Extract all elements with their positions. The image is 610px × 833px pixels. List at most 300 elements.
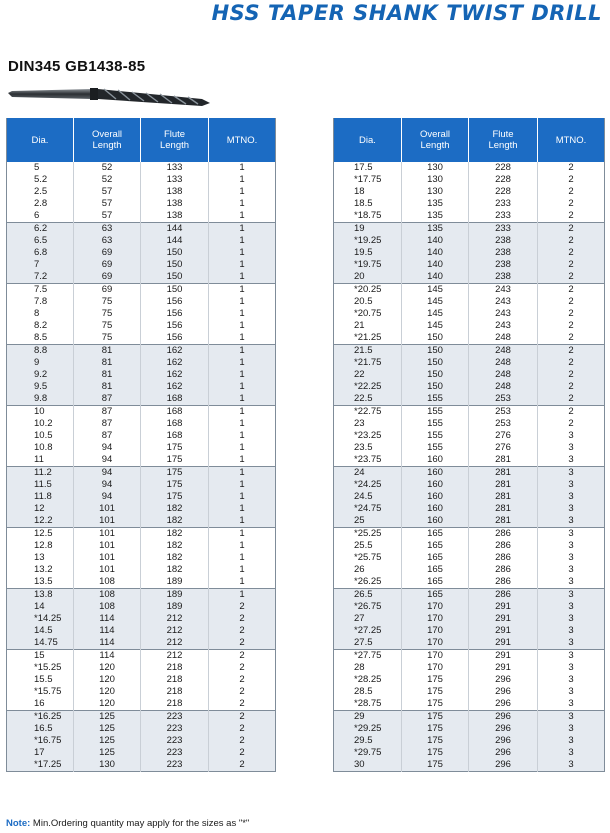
- cell-dia: *27.75: [334, 650, 402, 663]
- table-row: [7, 393, 276, 406]
- cell-flute-length: 286: [469, 540, 538, 552]
- cell-flute-length: 168: [141, 430, 209, 442]
- cell-overall-length: 75: [74, 332, 141, 345]
- cell-overall-length: 94: [74, 491, 141, 503]
- table-row: [334, 271, 605, 284]
- cell-mtno: 1: [209, 308, 276, 320]
- cell-dia: 9.5: [7, 381, 74, 393]
- page-title: HSS TAPER SHANK TWIST DRILL: [211, 1, 602, 25]
- cell-overall-length: 108: [74, 576, 141, 589]
- table-row: [7, 467, 276, 480]
- cell-dia: *26.25: [334, 576, 402, 589]
- table-row: [334, 174, 605, 186]
- cell-dia: 16.5: [7, 723, 74, 735]
- cell-flute-length: 182: [141, 528, 209, 541]
- cell-dia: 10: [7, 406, 74, 419]
- cell-dia: 6.5: [7, 235, 74, 247]
- table-row: [7, 650, 276, 663]
- cell-flute-length: 276: [469, 430, 538, 442]
- cell-overall-length: 75: [74, 320, 141, 332]
- cell-overall-length: 135: [402, 198, 469, 210]
- cell-overall-length: 101: [74, 552, 141, 564]
- cell-mtno: 2: [538, 186, 605, 198]
- cell-mtno: 1: [209, 198, 276, 210]
- table-row: [334, 198, 605, 210]
- cell-flute-length: 133: [141, 174, 209, 186]
- table-row: [7, 540, 276, 552]
- cell-overall-length: 87: [74, 393, 141, 406]
- cell-mtno: 2: [538, 174, 605, 186]
- cell-mtno: 1: [209, 564, 276, 576]
- cell-flute-length: 291: [469, 662, 538, 674]
- cell-mtno: 2: [209, 601, 276, 613]
- cell-flute-length: 138: [141, 186, 209, 198]
- cell-mtno: 1: [209, 442, 276, 454]
- table-row: [7, 369, 276, 381]
- table-row: [7, 601, 276, 613]
- table-row: [7, 698, 276, 711]
- cell-dia: 8.5: [7, 332, 74, 345]
- cell-dia: *21.25: [334, 332, 402, 345]
- table-row: [334, 674, 605, 686]
- table-row: [7, 271, 276, 284]
- cell-mtno: 3: [538, 674, 605, 686]
- cell-dia: 7.2: [7, 271, 74, 284]
- cell-flute-length: 156: [141, 320, 209, 332]
- cell-dia: 8.8: [7, 345, 74, 358]
- cell-mtno: 1: [209, 259, 276, 271]
- cell-overall-length: 140: [402, 259, 469, 271]
- table-row: [334, 637, 605, 650]
- cell-flute-length: 238: [469, 235, 538, 247]
- cell-dia: 18: [334, 186, 402, 198]
- cell-mtno: 3: [538, 613, 605, 625]
- cell-dia: *14.25: [7, 613, 74, 625]
- cell-flute-length: 133: [141, 162, 209, 174]
- cell-dia: *29.25: [334, 723, 402, 735]
- cell-mtno: 2: [538, 393, 605, 406]
- cell-mtno: 1: [209, 210, 276, 223]
- cell-overall-length: 150: [402, 357, 469, 369]
- cell-overall-length: 114: [74, 625, 141, 637]
- cell-overall-length: 160: [402, 491, 469, 503]
- cell-dia: 14.75: [7, 637, 74, 650]
- cell-flute-length: 286: [469, 589, 538, 602]
- cell-flute-length: 218: [141, 686, 209, 698]
- cell-overall-length: 160: [402, 515, 469, 528]
- cell-overall-length: 165: [402, 589, 469, 602]
- cell-flute-length: 281: [469, 491, 538, 503]
- cell-dia: *15.25: [7, 662, 74, 674]
- table-row: [7, 406, 276, 419]
- table-row: [7, 284, 276, 297]
- cell-mtno: 3: [538, 467, 605, 480]
- cell-overall-length: 101: [74, 564, 141, 576]
- cell-dia: *17.75: [334, 174, 402, 186]
- table-row: [334, 308, 605, 320]
- table-row: [334, 479, 605, 491]
- cell-mtno: 2: [209, 747, 276, 759]
- cell-flute-length: 175: [141, 491, 209, 503]
- cell-overall-length: 145: [402, 320, 469, 332]
- cell-dia: *28.75: [334, 698, 402, 711]
- table-row: [7, 759, 276, 772]
- cell-flute-length: 248: [469, 369, 538, 381]
- cell-overall-length: 81: [74, 357, 141, 369]
- col-flute-length: Flute Length: [469, 118, 538, 162]
- cell-flute-length: 223: [141, 759, 209, 772]
- cell-flute-length: 253: [469, 406, 538, 419]
- cell-overall-length: 155: [402, 430, 469, 442]
- cell-dia: 11: [7, 454, 74, 467]
- cell-overall-length: 170: [402, 613, 469, 625]
- cell-overall-length: 170: [402, 625, 469, 637]
- cell-flute-length: 243: [469, 320, 538, 332]
- cell-mtno: 1: [209, 467, 276, 480]
- footnote: [6, 818, 249, 829]
- cell-dia: 8.2: [7, 320, 74, 332]
- cell-dia: 5.2: [7, 174, 74, 186]
- table-row: [334, 235, 605, 247]
- cell-flute-length: 212: [141, 650, 209, 663]
- cell-dia: 13.2: [7, 564, 74, 576]
- cell-flute-length: 291: [469, 613, 538, 625]
- cell-dia: 5: [7, 162, 74, 174]
- table-row: [334, 576, 605, 589]
- table-header: [7, 118, 276, 162]
- table-row: [7, 662, 276, 674]
- table-row: [334, 247, 605, 259]
- cell-overall-length: 52: [74, 162, 141, 174]
- cell-dia: *26.75: [334, 601, 402, 613]
- cell-dia: *18.75: [334, 210, 402, 223]
- col-mtno: MTNO.: [538, 118, 605, 162]
- table-row: [7, 515, 276, 528]
- col-overall-length: Overall Length: [74, 118, 141, 162]
- cell-flute-length: 182: [141, 564, 209, 576]
- cell-overall-length: 170: [402, 650, 469, 663]
- table-row: [7, 235, 276, 247]
- cell-flute-length: 248: [469, 381, 538, 393]
- cell-dia: 7.5: [7, 284, 74, 297]
- cell-mtno: 3: [538, 723, 605, 735]
- cell-flute-length: 182: [141, 515, 209, 528]
- table-row: [334, 662, 605, 674]
- cell-mtno: 3: [538, 625, 605, 637]
- table-row: [334, 284, 605, 297]
- cell-mtno: 3: [538, 662, 605, 674]
- cell-dia: 11.2: [7, 467, 74, 480]
- cell-mtno: 1: [209, 381, 276, 393]
- cell-mtno: 2: [538, 332, 605, 345]
- table-row: [334, 686, 605, 698]
- table-row: [334, 186, 605, 198]
- cell-overall-length: 94: [74, 479, 141, 491]
- cell-flute-length: 281: [469, 503, 538, 515]
- cell-mtno: 3: [538, 430, 605, 442]
- cell-overall-length: 101: [74, 540, 141, 552]
- cell-mtno: 1: [209, 576, 276, 589]
- cell-mtno: 2: [209, 662, 276, 674]
- cell-mtno: 3: [538, 528, 605, 541]
- cell-mtno: 1: [209, 345, 276, 358]
- cell-flute-length: 162: [141, 345, 209, 358]
- cell-flute-length: 218: [141, 698, 209, 711]
- cell-mtno: 3: [538, 552, 605, 564]
- cell-dia: 23.5: [334, 442, 402, 454]
- cell-overall-length: 150: [402, 381, 469, 393]
- table-header: [334, 118, 605, 162]
- cell-overall-length: 120: [74, 674, 141, 686]
- table-row: [7, 479, 276, 491]
- table-row: [7, 747, 276, 759]
- table-row: [7, 711, 276, 724]
- cell-dia: *25.75: [334, 552, 402, 564]
- cell-overall-length: 150: [402, 345, 469, 358]
- cell-overall-length: 120: [74, 686, 141, 698]
- table-row: [334, 589, 605, 602]
- cell-flute-length: 253: [469, 418, 538, 430]
- table-row: [334, 759, 605, 772]
- cell-mtno: 3: [538, 576, 605, 589]
- cell-flute-length: 182: [141, 540, 209, 552]
- cell-dia: 8: [7, 308, 74, 320]
- cell-overall-length: 140: [402, 271, 469, 284]
- cell-mtno: 1: [209, 271, 276, 284]
- cell-mtno: 2: [209, 637, 276, 650]
- table-row: [7, 320, 276, 332]
- cell-overall-length: 165: [402, 564, 469, 576]
- cell-flute-length: 238: [469, 247, 538, 259]
- table-row: [334, 320, 605, 332]
- cell-overall-length: 175: [402, 747, 469, 759]
- cell-flute-length: 286: [469, 528, 538, 541]
- cell-dia: 22: [334, 369, 402, 381]
- cell-flute-length: 276: [469, 442, 538, 454]
- cell-dia: 16: [7, 698, 74, 711]
- cell-overall-length: 75: [74, 296, 141, 308]
- cell-overall-length: 87: [74, 406, 141, 419]
- table-row: [334, 162, 605, 174]
- cell-dia: 29: [334, 711, 402, 724]
- cell-overall-length: 145: [402, 308, 469, 320]
- cell-flute-length: 144: [141, 235, 209, 247]
- cell-dia: *16.25: [7, 711, 74, 724]
- cell-mtno: 2: [538, 198, 605, 210]
- cell-flute-length: 156: [141, 296, 209, 308]
- cell-mtno: 1: [209, 369, 276, 381]
- drill-spec-table-left: [6, 118, 276, 772]
- cell-dia: *25.25: [334, 528, 402, 541]
- cell-dia: 24: [334, 467, 402, 480]
- cell-overall-length: 81: [74, 369, 141, 381]
- cell-mtno: 1: [209, 332, 276, 345]
- cell-flute-length: 168: [141, 393, 209, 406]
- table-row: [7, 442, 276, 454]
- cell-overall-length: 175: [402, 674, 469, 686]
- table-row: [7, 686, 276, 698]
- cell-flute-length: 189: [141, 576, 209, 589]
- cell-dia: 10.2: [7, 418, 74, 430]
- cell-flute-length: 144: [141, 223, 209, 236]
- cell-mtno: 3: [538, 442, 605, 454]
- cell-overall-length: 125: [74, 747, 141, 759]
- cell-flute-length: 223: [141, 747, 209, 759]
- cell-dia: *16.75: [7, 735, 74, 747]
- cell-dia: 13: [7, 552, 74, 564]
- table-row: [334, 369, 605, 381]
- cell-dia: *24.25: [334, 479, 402, 491]
- cell-mtno: 2: [538, 235, 605, 247]
- cell-overall-length: 165: [402, 576, 469, 589]
- cell-flute-length: 228: [469, 186, 538, 198]
- table-row: [334, 418, 605, 430]
- cell-overall-length: 170: [402, 601, 469, 613]
- cell-mtno: 3: [538, 515, 605, 528]
- table-row: [7, 491, 276, 503]
- cell-flute-length: 291: [469, 601, 538, 613]
- table-row: [334, 296, 605, 308]
- cell-overall-length: 155: [402, 418, 469, 430]
- table-row: [7, 223, 276, 236]
- cell-flute-length: 291: [469, 650, 538, 663]
- cell-mtno: 1: [209, 491, 276, 503]
- cell-mtno: 3: [538, 564, 605, 576]
- cell-flute-length: 223: [141, 723, 209, 735]
- cell-flute-length: 175: [141, 479, 209, 491]
- cell-flute-length: 175: [141, 442, 209, 454]
- cell-flute-length: 189: [141, 589, 209, 602]
- table-row: [7, 198, 276, 210]
- cell-dia: *22.75: [334, 406, 402, 419]
- cell-dia: *28.25: [334, 674, 402, 686]
- cell-dia: 10.8: [7, 442, 74, 454]
- table-row: [334, 357, 605, 369]
- table-row: [334, 747, 605, 759]
- cell-flute-length: 150: [141, 284, 209, 297]
- cell-mtno: 2: [538, 369, 605, 381]
- cell-mtno: 2: [538, 320, 605, 332]
- cell-flute-length: 253: [469, 393, 538, 406]
- cell-dia: 26.5: [334, 589, 402, 602]
- cell-mtno: 2: [209, 686, 276, 698]
- cell-flute-length: 212: [141, 613, 209, 625]
- cell-flute-length: 296: [469, 747, 538, 759]
- cell-mtno: 3: [538, 698, 605, 711]
- cell-dia: *17.25: [7, 759, 74, 772]
- cell-flute-length: 243: [469, 296, 538, 308]
- cell-mtno: 2: [209, 759, 276, 772]
- cell-dia: 6.2: [7, 223, 74, 236]
- cell-mtno: 3: [538, 479, 605, 491]
- cell-flute-length: 296: [469, 698, 538, 711]
- cell-mtno: 3: [538, 589, 605, 602]
- cell-overall-length: 81: [74, 381, 141, 393]
- cell-mtno: 2: [538, 357, 605, 369]
- cell-dia: 13.5: [7, 576, 74, 589]
- table-row: [7, 345, 276, 358]
- cell-overall-length: 160: [402, 454, 469, 467]
- cell-overall-length: 125: [74, 735, 141, 747]
- cell-mtno: 3: [538, 601, 605, 613]
- cell-dia: 30: [334, 759, 402, 772]
- cell-mtno: 2: [209, 650, 276, 663]
- cell-overall-length: 69: [74, 284, 141, 297]
- cell-flute-length: 175: [141, 454, 209, 467]
- cell-mtno: 1: [209, 503, 276, 515]
- cell-mtno: 2: [209, 674, 276, 686]
- table-row: [7, 308, 276, 320]
- cell-flute-length: 138: [141, 198, 209, 210]
- cell-overall-length: 135: [402, 210, 469, 223]
- cell-mtno: 1: [209, 162, 276, 174]
- table-row: [334, 491, 605, 503]
- cell-dia: 9: [7, 357, 74, 369]
- cell-overall-length: 114: [74, 650, 141, 663]
- cell-mtno: 1: [209, 284, 276, 297]
- cell-overall-length: 101: [74, 515, 141, 528]
- cell-mtno: 3: [538, 503, 605, 515]
- cell-dia: 26: [334, 564, 402, 576]
- table-row: [7, 552, 276, 564]
- cell-overall-length: 175: [402, 711, 469, 724]
- table-row: [334, 223, 605, 236]
- table-row: [334, 552, 605, 564]
- cell-flute-length: 189: [141, 601, 209, 613]
- cell-overall-length: 175: [402, 686, 469, 698]
- cell-overall-length: 130: [74, 759, 141, 772]
- cell-mtno: 3: [538, 747, 605, 759]
- cell-overall-length: 57: [74, 210, 141, 223]
- cell-overall-length: 145: [402, 284, 469, 297]
- cell-flute-length: 296: [469, 759, 538, 772]
- cell-dia: *23.25: [334, 430, 402, 442]
- cell-dia: 7: [7, 259, 74, 271]
- cell-overall-length: 69: [74, 259, 141, 271]
- cell-mtno: 1: [209, 186, 276, 198]
- cell-dia: 15: [7, 650, 74, 663]
- cell-flute-length: 243: [469, 308, 538, 320]
- cell-overall-length: 120: [74, 662, 141, 674]
- cell-mtno: 1: [209, 515, 276, 528]
- cell-dia: 25.5: [334, 540, 402, 552]
- cell-flute-length: 248: [469, 345, 538, 358]
- col-flute-length: Flute Length: [141, 118, 209, 162]
- cell-dia: *27.25: [334, 625, 402, 637]
- cell-flute-length: 162: [141, 369, 209, 381]
- table-row: [7, 210, 276, 223]
- cell-mtno: 2: [209, 698, 276, 711]
- cell-flute-length: 156: [141, 332, 209, 345]
- table-row: [7, 296, 276, 308]
- table-row: [334, 515, 605, 528]
- cell-overall-length: 155: [402, 393, 469, 406]
- cell-dia: 24.5: [334, 491, 402, 503]
- cell-flute-length: 233: [469, 223, 538, 236]
- cell-mtno: 1: [209, 296, 276, 308]
- cell-mtno: 2: [209, 711, 276, 724]
- cell-dia: 20: [334, 271, 402, 284]
- cell-overall-length: 57: [74, 198, 141, 210]
- cell-mtno: 1: [209, 406, 276, 419]
- cell-overall-length: 52: [74, 174, 141, 186]
- cell-overall-length: 57: [74, 186, 141, 198]
- cell-overall-length: 160: [402, 467, 469, 480]
- col-dia: Dia.: [334, 118, 402, 162]
- cell-flute-length: 296: [469, 674, 538, 686]
- cell-dia: 11.8: [7, 491, 74, 503]
- cell-dia: *15.75: [7, 686, 74, 698]
